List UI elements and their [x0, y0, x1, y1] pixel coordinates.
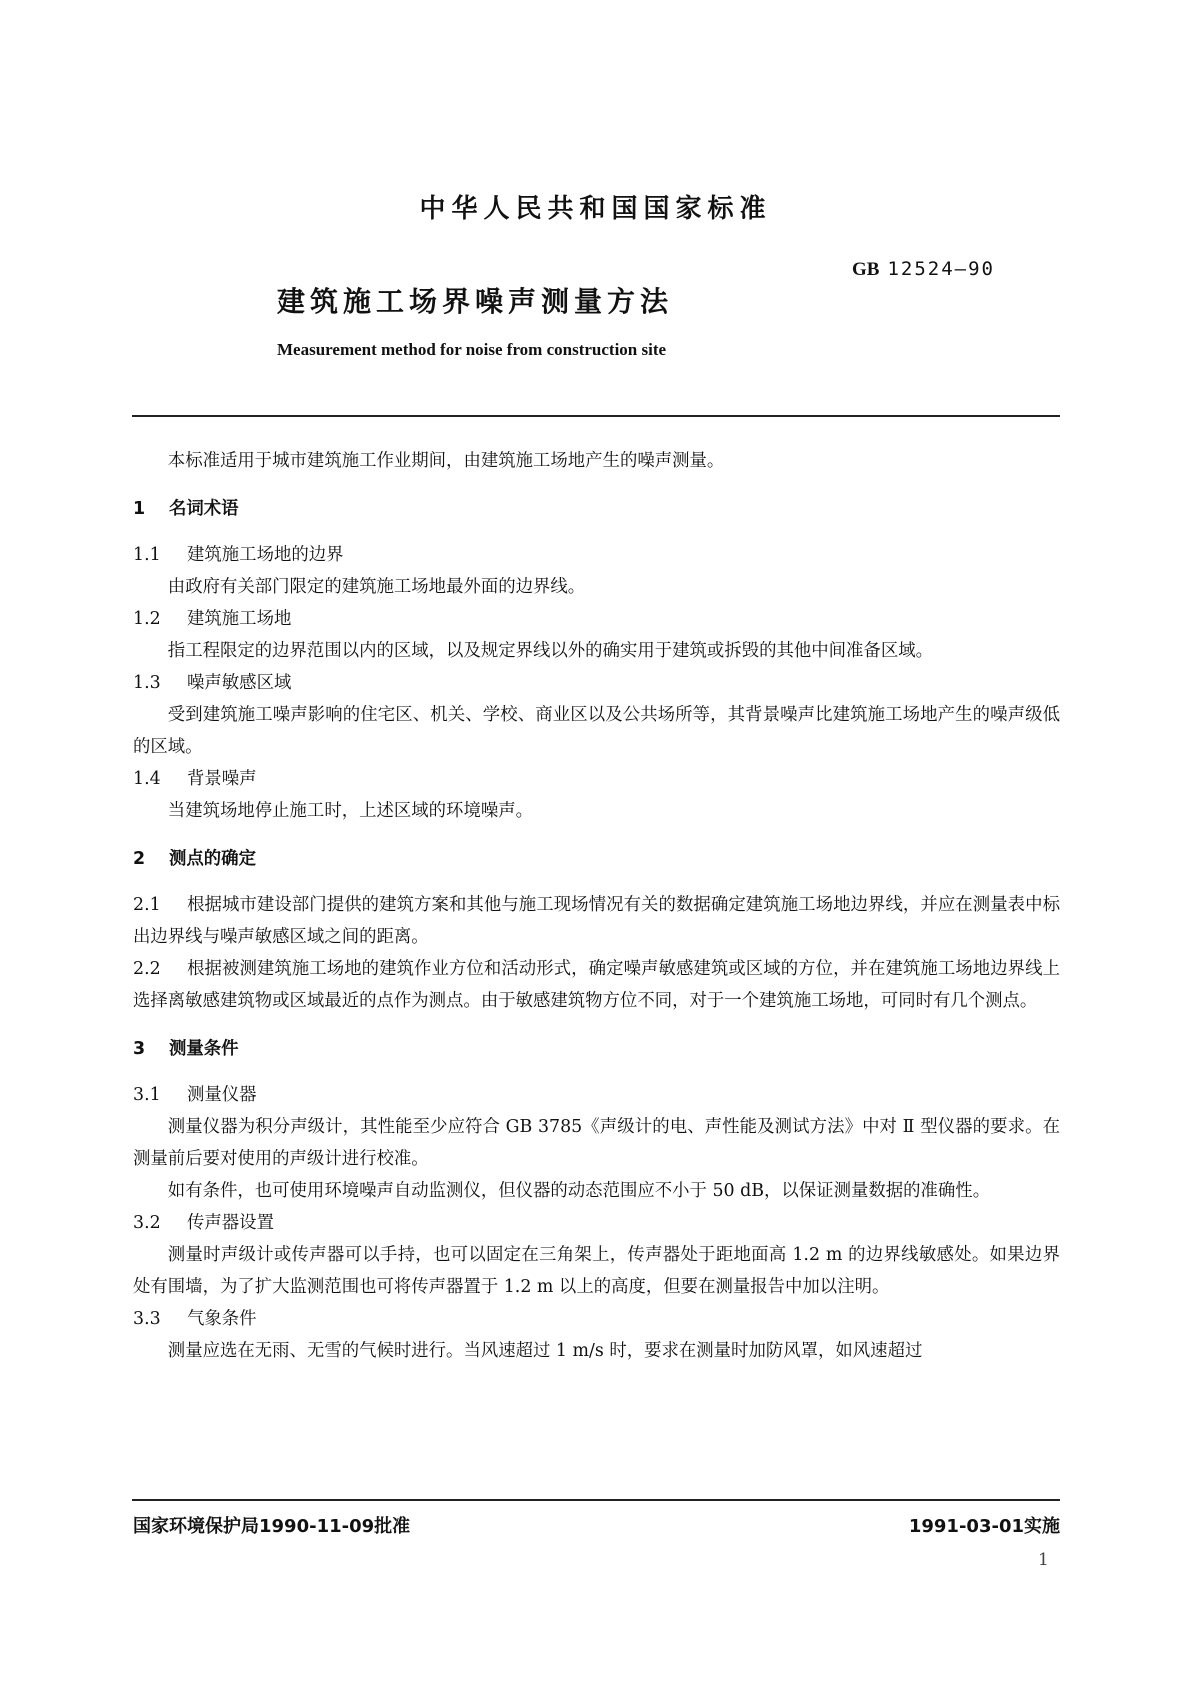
document-body: [133, 445, 1060, 1367]
paragraph: 受到建筑施工噪声影响的住宅区、机关、学校、商业区以及公共场所等，其背景噪声比建筑施工场地产生的噪声级低的区域。: [133, 705, 1060, 757]
paragraph: 指工程限定的边界范围以内的区域，以及规定界线以外的确实用于建筑或拆毁的其他中间准备区域。: [167, 641, 933, 661]
section-heading: 2 测点的确定: [133, 849, 256, 869]
paragraph: 如有条件，也可使用环境噪声自动监测仪，但仪器的动态范围应不小于 50 dB，以保证测量数据的准确性。: [167, 1181, 991, 1201]
paragraph: 测量应选在无雨、无雪的气候时进行。当风速超过 1 m/s 时，要求在测量时加防风罩，如风速超过: [167, 1341, 923, 1361]
subsection-heading: 3.1 测量仪器: [133, 1085, 257, 1105]
subsection-heading: 1.2 建筑施工场地: [133, 609, 292, 629]
document-title-english: Measurement method for noise from construction site: [277, 340, 667, 359]
standard-code: 12524—90: [887, 258, 995, 280]
numbered-paragraph: 2.1 根据城市建设部门提供的建筑方案和其他与施工现场情况有关的数据确定建筑施工场地边界线，并应在测量表中标出边界线与噪声敏感区域之间的距离。: [133, 895, 1060, 947]
numbered-paragraph: 2.2 根据被测建筑施工场地的建筑作业方位和活动形式，确定噪声敏感建筑或区域的方位，并在建筑施工场地边界线上选择离敏感建筑物或区域最近的点作为测点。由于敏感建筑物方位不同，对于一个建筑施工场地，可同时有几个测点。: [133, 959, 1060, 1011]
section-heading: 1 名词术语: [133, 499, 239, 519]
subsection-heading: 1.3 噪声敏感区域: [133, 673, 292, 693]
subsection-heading: 3.2 传声器设置: [133, 1213, 274, 1233]
paragraph: 由政府有关部门限定的建筑施工场地最外面的边界线。: [167, 577, 586, 597]
subsection-heading: 1.1 建筑施工场地的边界: [133, 545, 344, 565]
national-standard-heading: 中华人民共和国国家标准: [419, 194, 772, 224]
effective-date: 1991-03-01实施: [908, 1516, 1060, 1537]
footer-divider: [132, 1499, 1060, 1501]
standard-prefix: GB: [852, 259, 880, 280]
document-title: 建筑施工场界噪声测量方法: [277, 285, 674, 318]
intro-paragraph: 本标准适用于城市建筑施工作业期间，由建筑施工场地产生的噪声测量。: [167, 451, 725, 471]
approval-date: 国家环境保护局1990-11-09批准: [133, 1516, 411, 1537]
section-heading: 3 测量条件: [133, 1039, 239, 1059]
paragraph: 测量仪器为积分声级计，其性能至少应符合 GB 3785《声级计的电、声性能及测试方法》中对 Ⅱ 型仪器的要求。在测量前后要对使用的声级计进行校准。: [133, 1117, 1060, 1169]
subsection-heading: 3.3 气象条件: [133, 1309, 257, 1329]
header-divider: [132, 415, 1060, 417]
page-number: 1: [1038, 1550, 1049, 1570]
paragraph: 测量时声级计或传声器可以手持，也可以固定在三角架上，传声器处于距地面高 1.2 m 的边界线敏感处。如果边界处有围墙，为了扩大监测范围也可将传声器置于 1.2 m 以上的高度，但要在测量报告中加以注明。: [133, 1245, 1060, 1297]
subsection-heading: 1.4 背景噪声: [133, 769, 257, 789]
paragraph: 当建筑场地停止施工时，上述区域的环境噪声。: [167, 801, 534, 821]
standard-number: [852, 258, 995, 281]
